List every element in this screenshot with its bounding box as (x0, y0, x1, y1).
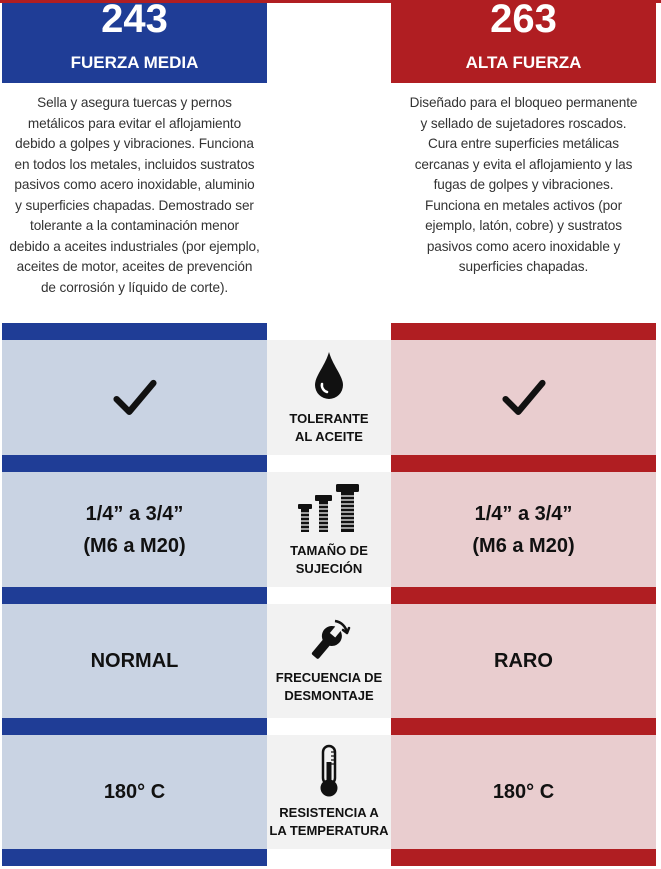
description-263: Diseñado para el bloqueo permanente y sellado de sujetadores roscados. Cura entre superficies metálicas cercanas y evita el aflojamiento y las fugas de golpes y vibraciones. Funciona en metales activos (por ejemplo, latón, cobre) y sustratos pasivos como acero inoxidable y superficies chapadas. (409, 95, 638, 274)
header-263 (391, 0, 656, 83)
fastener-size-263 (391, 472, 656, 587)
feature-label: TAMAÑO DE SUJECIÓN (290, 542, 368, 576)
product-code: 243 (101, 0, 168, 41)
row-divider-blue (2, 587, 267, 604)
thermometer-icon (317, 744, 341, 798)
feature-label: TOLERANTE AL ACEITE (289, 410, 369, 444)
product-strength: ALTA FUERZA (465, 53, 582, 72)
temperature-resistance-feature (267, 735, 391, 849)
temperature-value: 180° C (492, 781, 555, 803)
temperature-value: 180° C (103, 781, 166, 803)
fastener-size-value: 1/4” a 3/4” (M6 a M20) (83, 502, 186, 557)
feature-label: FRECUENCIA DE DESMONTAJE (275, 670, 383, 703)
description-243: Sella y asegura tuercas y pernos metálicos para evitar el aflojamiento debido a golpes y vibraciones. Funciona en todos los metales, incluidos sustratos pasivos como acero inoxidable, aluminio y superficies chapadas. Demostrado ser tolerante a la contaminación menor debido a aceites industriales (por ejemplo, aceites de motor, aceites de prevención de corrosión y líquido de corte). (9, 95, 260, 295)
bottom-band-red (391, 849, 656, 866)
temperature-resistance-263 (391, 735, 656, 849)
checkmark-icon (112, 375, 158, 421)
disassembly-frequency-value: NORMAL (90, 650, 179, 672)
oil-tolerance-243 (2, 340, 267, 455)
oil-tolerance-feature (267, 340, 391, 455)
oil-drop-icon (312, 350, 346, 400)
wrench-icon (307, 617, 351, 661)
product-code: 263 (490, 0, 557, 41)
bottom-band-blue (2, 849, 267, 866)
disassembly-frequency-feature (267, 604, 391, 718)
oil-tolerance-263 (391, 340, 656, 455)
bolts-icon (296, 482, 362, 534)
disassembly-frequency-value: RARO (494, 650, 553, 672)
fastener-size-value: 1/4” a 3/4” (M6 a M20) (472, 502, 575, 557)
product-strength: FUERZA MEDIA (70, 53, 199, 72)
checkmark-icon (501, 375, 547, 421)
fastener-size-243 (2, 472, 267, 587)
row-divider-red (391, 455, 656, 472)
temperature-resistance-243 (2, 735, 267, 849)
row-divider-red (391, 587, 656, 604)
feature-label: RESISTENCIA A LA TEMPERATURA (269, 805, 389, 838)
header-243 (2, 0, 267, 83)
row-divider-blue (2, 323, 267, 340)
disassembly-frequency-243 (2, 604, 267, 718)
row-divider-blue (2, 718, 267, 735)
fastener-size-feature (267, 472, 391, 587)
row-divider-blue (2, 455, 267, 472)
disassembly-frequency-263 (391, 604, 656, 718)
row-divider-red (391, 718, 656, 735)
row-divider-red (391, 323, 656, 340)
